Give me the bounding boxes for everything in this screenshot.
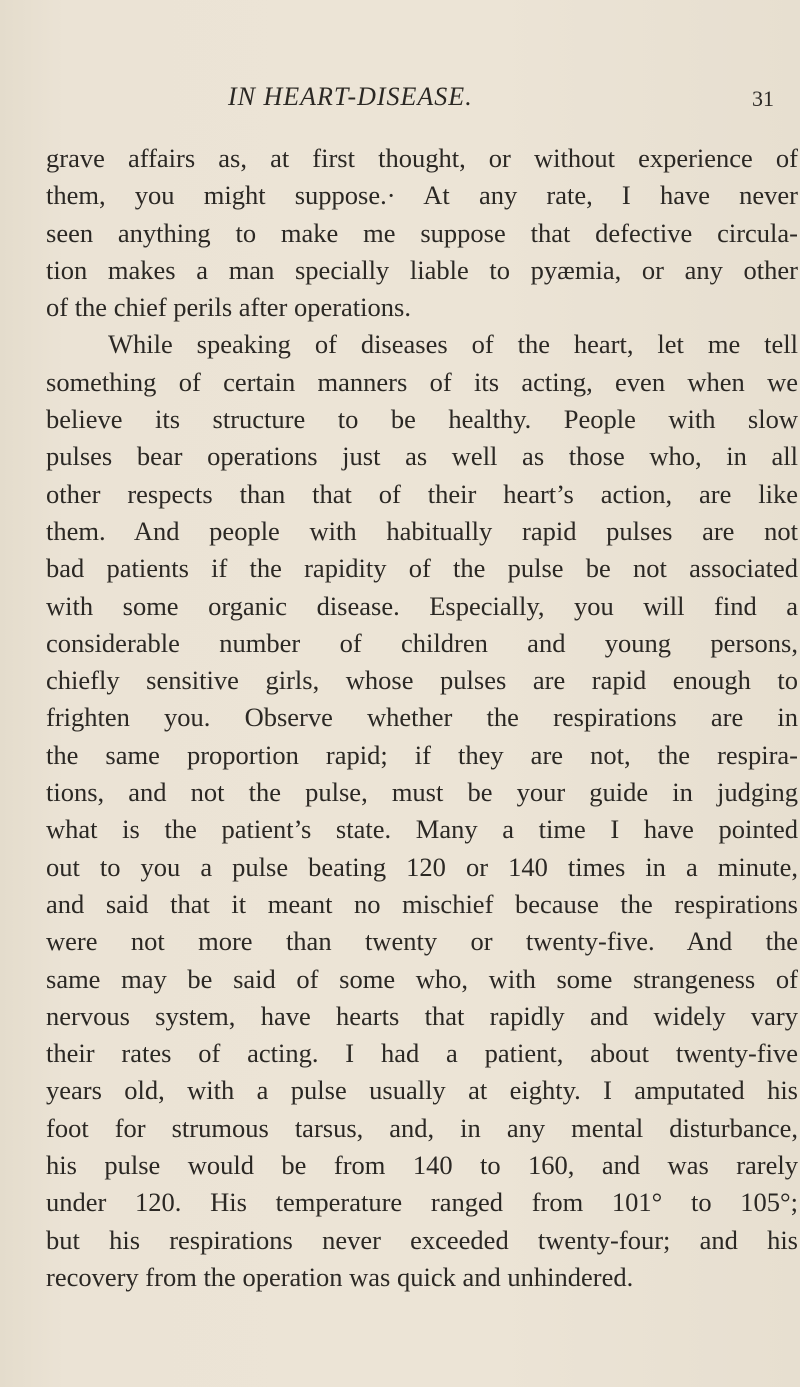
text-line: seen anything to make me suppose that defective circula-: [46, 217, 798, 248]
text-line: what is the patient’s state. Many a time I have pointed: [46, 814, 798, 845]
text-line: considerable number of children and young persons,: [46, 627, 798, 658]
page-header: [0, 82, 800, 118]
page-number: 31: [752, 86, 774, 111]
text-line: and said that it meant no mischief because the respirations: [46, 888, 798, 919]
text-line: believe its structure to be healthy. People with slow: [46, 404, 798, 435]
text-line: other respects than that of their heart’s action, are like: [46, 478, 798, 509]
text-line: pulses bear operations just as well as those who, in all: [46, 441, 798, 472]
body-text: [46, 140, 798, 1296]
text-line: While speaking of diseases of the heart, let me tell: [108, 329, 798, 360]
text-line: something of certain manners of its acting, even when we: [46, 366, 798, 397]
text-line: bad patients if the rapidity of the pulse be not associated: [46, 553, 798, 584]
text-line: tion makes a man specially liable to pyæmia, or any other: [46, 254, 798, 285]
running-head: IN HEART-DISEASE.: [228, 82, 473, 111]
text-line: frighten you. Observe whether the respirations are in: [46, 702, 798, 733]
text-line: but his respirations never exceeded twenty-four; and his: [46, 1224, 798, 1255]
text-line: their rates of acting. I had a patient, about twenty-five: [46, 1038, 798, 1069]
text-line: grave affairs as, at first thought, or without experience of: [46, 143, 798, 173]
text-line: of the chief perils after operations.: [46, 292, 411, 323]
text-line: tions, and not the pulse, must be your guide in judging: [46, 777, 798, 808]
text-line: same may be said of some who, with some strangeness of: [46, 963, 798, 994]
text-line: years old, with a pulse usually at eighty. I amputated his: [46, 1075, 798, 1106]
text-line: foot for strumous tarsus, and, in any mental disturbance,: [46, 1112, 798, 1143]
text-line: chiefly sensitive girls, whose pulses are rapid enough to: [46, 665, 798, 696]
text-line: them. And people with habitually rapid pulses are not: [46, 515, 798, 546]
text-line: under 120. His temperature ranged from 101° to 105°;: [46, 1187, 798, 1218]
text-line: recovery from the operation was quick and unhindered.: [46, 1261, 634, 1292]
text-line: them, you might suppose.· At any rate, I have never: [46, 180, 798, 211]
text-line: his pulse would be from 140 to 160, and was rarely: [46, 1150, 798, 1181]
text-line: nervous system, have hearts that rapidly and widely vary: [46, 1000, 798, 1031]
text-line: with some organic disease. Especially, you will find a: [46, 590, 798, 621]
text-line: the same proportion rapid; if they are not, the respira-: [46, 739, 798, 770]
text-line: out to you a pulse beating 120 or 140 times in a minute,: [46, 851, 798, 882]
text-line: were not more than twenty or twenty-five. And the: [46, 926, 798, 957]
